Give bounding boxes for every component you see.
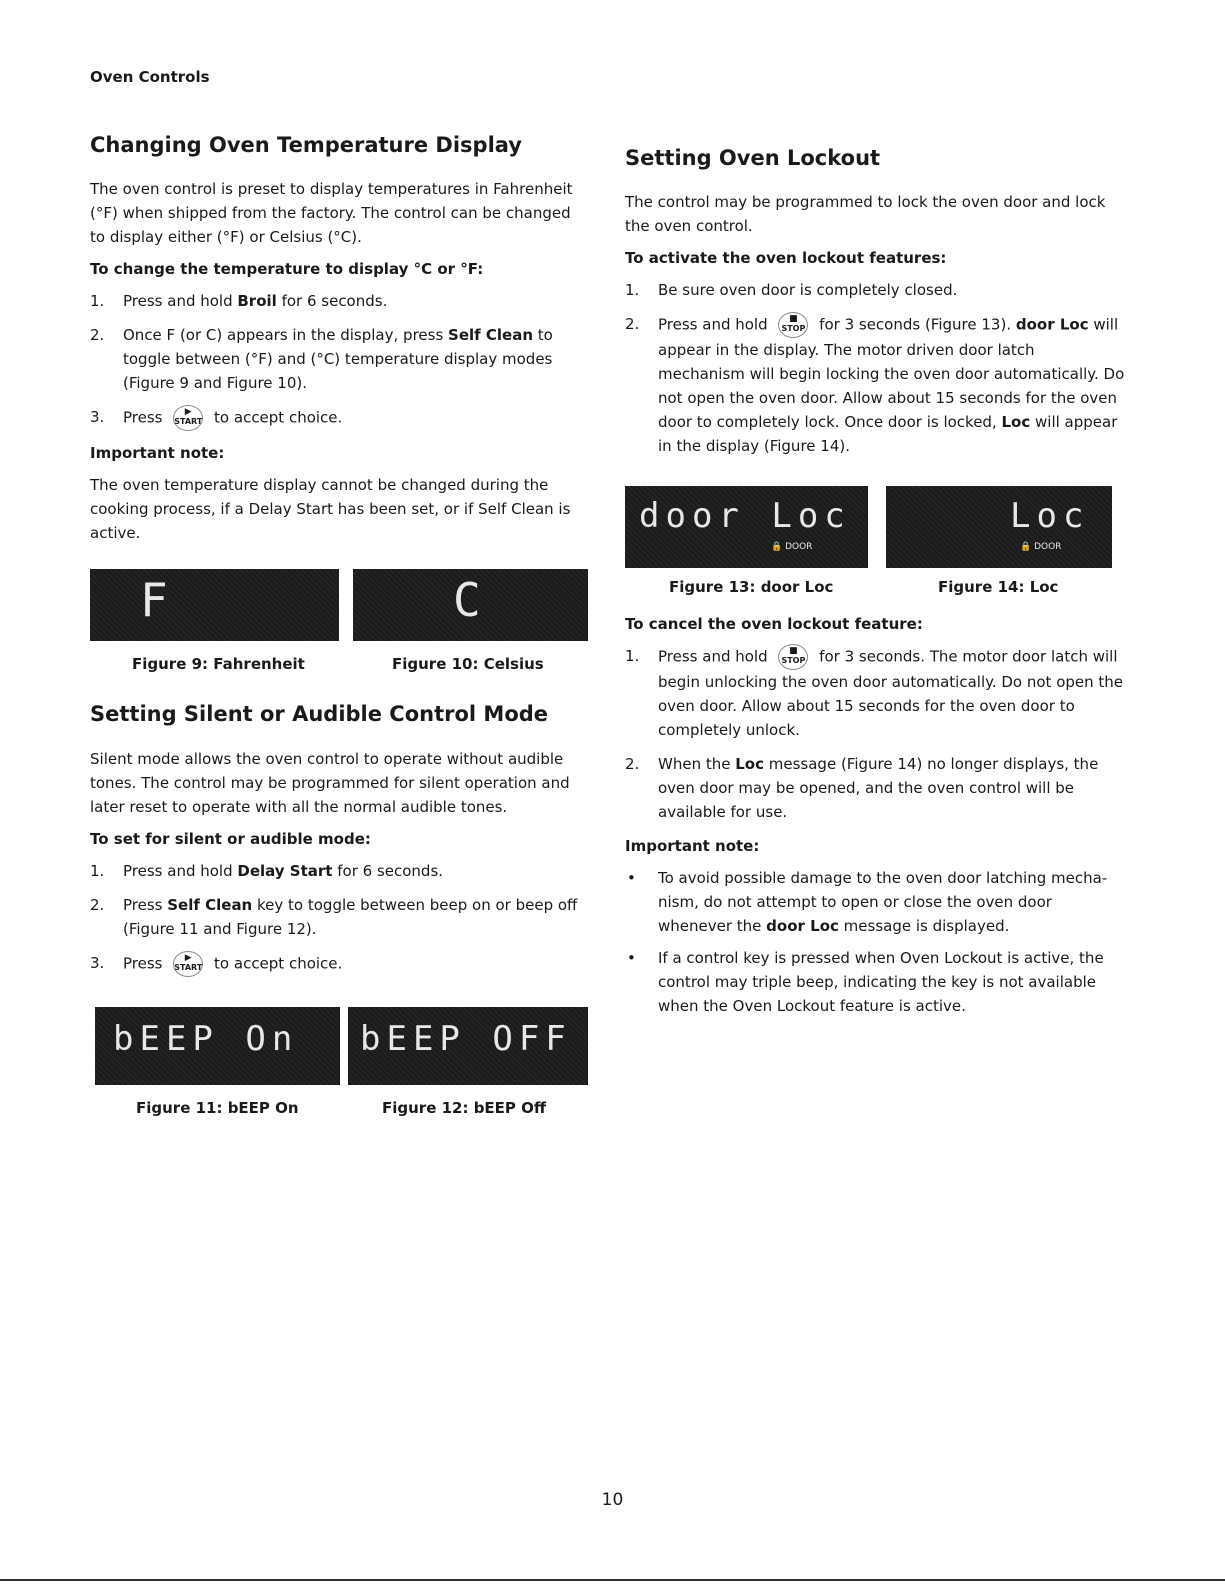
- fig14-caption: Figure 14: Loc: [938, 578, 1059, 597]
- lockout-note-1: • To avoid possible damage to the oven door latching mecha- nism, do not attempt to open or close the oven door whenever the door Loc message is displayed.: [625, 866, 1125, 938]
- left-column: [90, 132, 588, 1137]
- fig14-display: Loc 🔒 DOOR: [886, 486, 1112, 568]
- silent-steps: [90, 859, 588, 977]
- temp-intro: The oven control is preset to display temperatures in Fahrenheit (°F) when shipped from the factory. The control can be changed to display either (°F) or Celsius (°C).: [90, 180, 573, 247]
- lockout-notes: [625, 866, 1125, 1018]
- temp-subhead: To change the temperature to display °C or °F:: [90, 260, 484, 279]
- fig10-caption: Figure 10: Celsius: [392, 655, 544, 674]
- temp-step-1: 1. Press and hold Broil for 6 seconds.: [90, 292, 388, 311]
- temp-note: The oven temperature display cannot be changed during the cooking process, if a Delay Start has been set, or if Self Clean is active.: [90, 476, 571, 543]
- cancel-step-1: 1. Press and hold ■ STOP for 3 seconds. The motor door latch will begin unlocking the oven door automatically. Do not open the oven door. Allow about 15 seconds for the oven door to completely unlock.: [625, 646, 1124, 740]
- fig11-display: bEEP On: [95, 1007, 340, 1085]
- fig11-caption: Figure 11: bEEP On: [136, 1098, 299, 1117]
- lockout-subhead: To activate the oven lockout features:: [625, 249, 947, 268]
- lockout-note-2: • If a control key is pressed when Oven Lockout is active, the control may triple beep, indicating the key is not available when the Oven Lockout feature is active.: [625, 946, 1125, 1018]
- page-number: 10: [601, 1490, 624, 1510]
- cancel-steps: [625, 644, 1125, 824]
- lockout-figures: [625, 486, 1125, 610]
- fig12-caption: Figure 12: bEEP Off: [382, 1098, 547, 1117]
- silent-title: Setting Silent or Audible Control Mode: [90, 702, 549, 727]
- lockout-intro: The control may be programmed to lock the oven door and lock the oven control.: [625, 193, 1106, 236]
- bullet-icon: •: [627, 949, 636, 968]
- start-icon: ▶ START: [173, 405, 203, 431]
- temp-step-3: 3. Press ▶ START to accept choice.: [90, 405, 588, 431]
- temp-note-head: Important note:: [90, 444, 225, 463]
- right-column: [625, 145, 1125, 1026]
- section-header: Oven Controls: [90, 68, 210, 86]
- door-lock-icon: 🔒 DOOR: [771, 542, 813, 553]
- fig12-display: bEEP OFF: [348, 1007, 588, 1085]
- silent-intro: Silent mode allows the oven control to operate without audible tones. The control may be programmed for silent operation and later reset to operate with all the normal audible tones.: [90, 749, 570, 816]
- start-icon: ▶ START: [173, 951, 203, 977]
- bullet-icon: •: [627, 869, 636, 888]
- fig9-display: F: [90, 569, 339, 641]
- cancel-subhead: To cancel the oven lockout feature:: [625, 615, 923, 634]
- bottom-rule: [0, 1579, 1225, 1581]
- lockout-step-1: 1. Be sure oven door is completely closed.: [625, 281, 958, 300]
- stop-icon: ■ STOP: [778, 312, 808, 338]
- lockout-title: Setting Oven Lockout: [625, 146, 881, 170]
- fig13-display: door Loc 🔒 DOOR: [625, 486, 868, 568]
- door-lock-icon: 🔒 DOOR: [1020, 542, 1062, 553]
- temp-figures: [90, 569, 588, 689]
- silent-step-2: 2. Press Self Clean key to toggle between beep on or beep off (Figure 11 and Figure 12).: [90, 895, 578, 938]
- temp-title: Changing Oven Temperature Display: [90, 133, 522, 157]
- stop-icon: ■ STOP: [778, 644, 808, 670]
- fig13-caption: Figure 13: door Loc: [669, 578, 834, 597]
- temp-steps: [90, 289, 588, 431]
- fig9-caption: Figure 9: Fahrenheit: [132, 655, 305, 674]
- lockout-steps: [625, 278, 1125, 458]
- silent-subhead: To set for silent or audible mode:: [90, 829, 371, 848]
- silent-step-3: 3. Press ▶ START to accept choice.: [90, 951, 588, 977]
- silent-figures: [90, 1007, 588, 1137]
- fig10-display: C: [353, 569, 588, 641]
- temp-step-2: 2. Once F (or C) appears in the display, press Self Clean to toggle between (°F) and (°C) temperature display modes (Figure 9 and Figure 10).: [90, 326, 553, 393]
- silent-step-1: 1. Press and hold Delay Start for 6 seconds.: [90, 861, 444, 880]
- lockout-step-2: 2. Press and hold ■ STOP for 3 seconds (Figure 13). door Loc will appear in the display. The motor driven door latch mechanism will begin locking the oven door automatically. Do not open the oven door. Allow about 15 seconds for the oven door to completely lock. Once door is locked, Loc will appear in the display (Figure 14).: [625, 314, 1125, 456]
- cancel-step-2: 2. When the Loc message (Figure 14) no longer displays, the oven door may be opened, and the oven control will be available for use.: [625, 755, 1099, 822]
- lockout-note-head: Important note:: [625, 837, 760, 856]
